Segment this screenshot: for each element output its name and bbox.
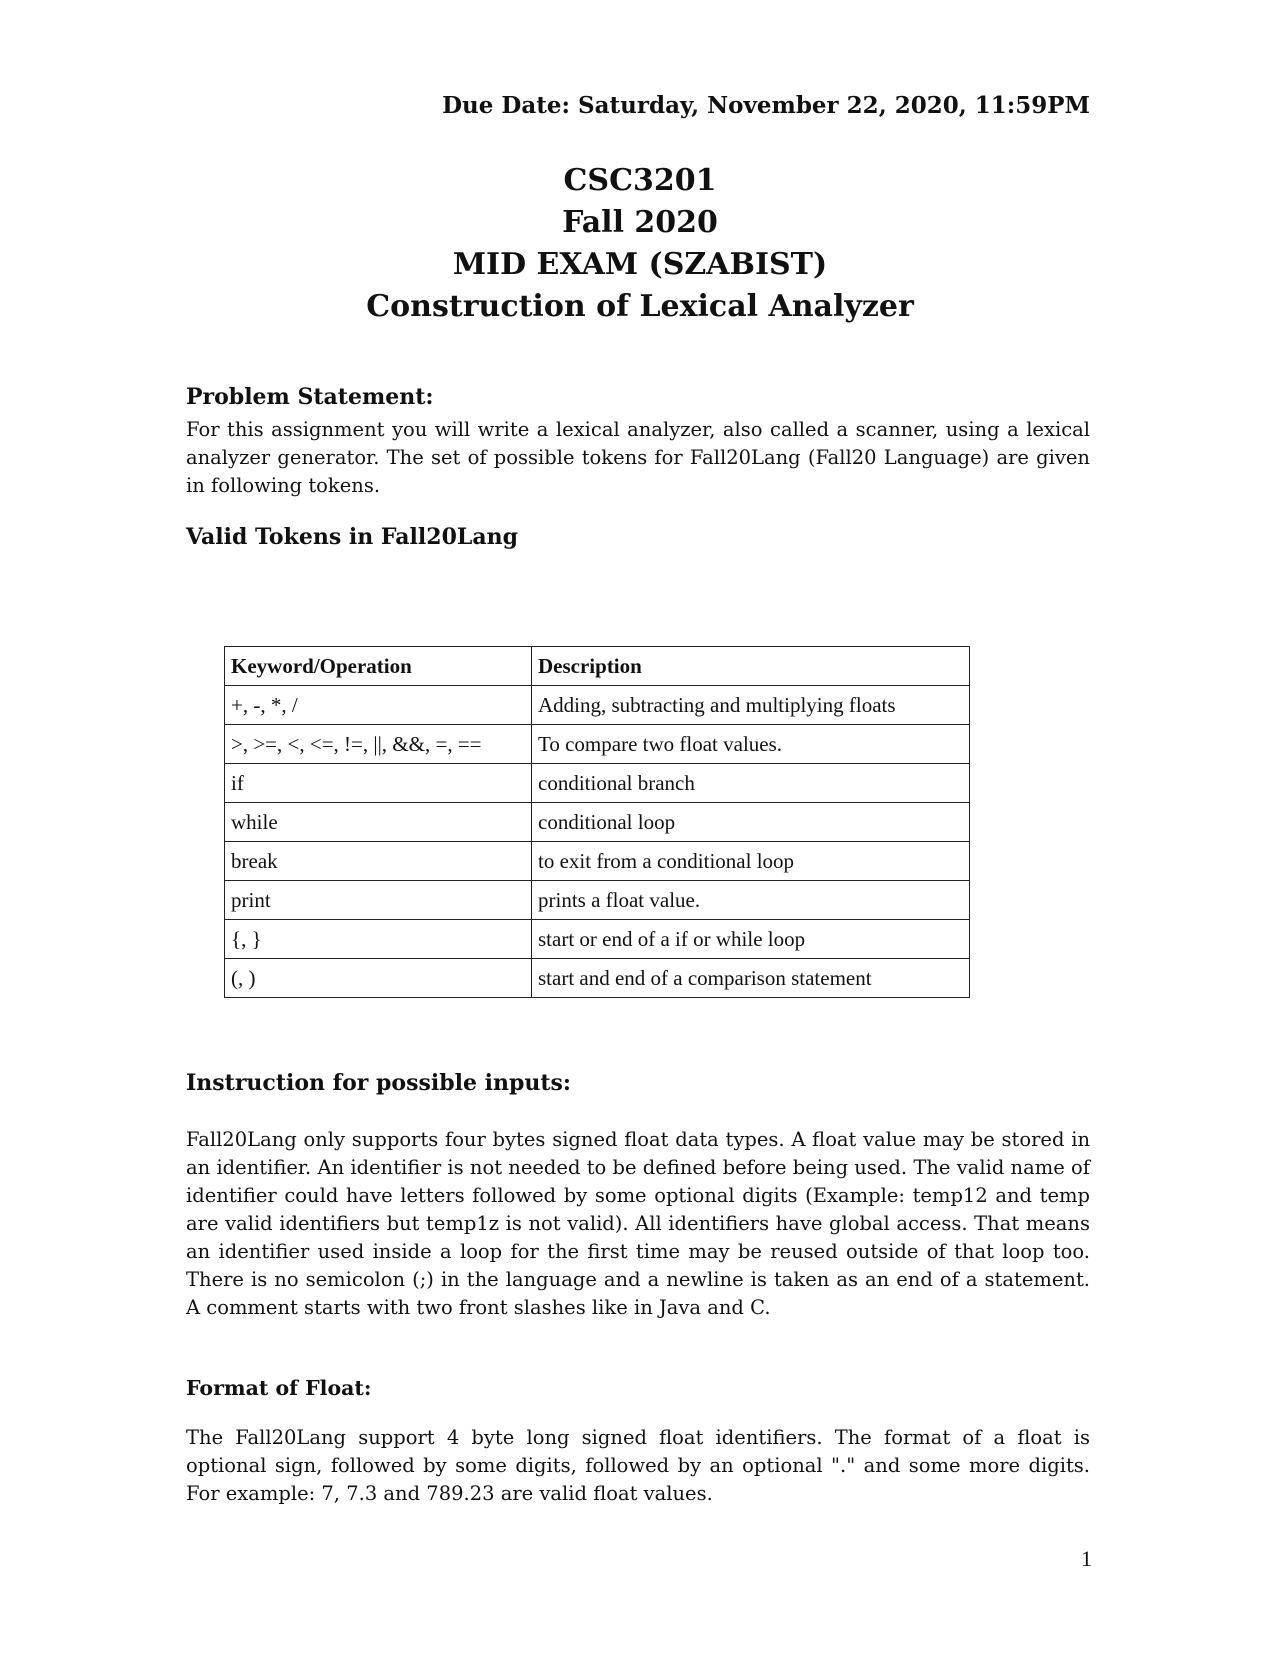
- keyword-cell: while: [225, 803, 532, 842]
- keyword-cell: if: [225, 764, 532, 803]
- description-cell: start or end of a if or while loop: [532, 920, 970, 959]
- keyword-cell: >, >=, <, <=, !=, ||, &&, =, ==: [225, 725, 532, 764]
- description-cell: prints a float value.: [532, 881, 970, 920]
- keyword-cell: {, }: [225, 920, 532, 959]
- title-block: [280, 160, 1000, 328]
- table-row: [225, 686, 970, 725]
- table-row: [225, 725, 970, 764]
- description-cell: start and end of a comparison statement: [532, 959, 970, 998]
- keyword-cell: (, ): [225, 959, 532, 998]
- description-cell: To compare two float values.: [532, 725, 970, 764]
- description-cell: conditional loop: [532, 803, 970, 842]
- description-cell: conditional branch: [532, 764, 970, 803]
- float-format-text: The Fall20Lang support 4 byte long signed float identifiers. The format of a float is optional sign, followed by some digits, followed by an optional "." and some more digits. For example: 7, 7.3 and 789.23 are valid float values.: [186, 1426, 1090, 1505]
- term: Fall 2020: [562, 205, 718, 240]
- description-cell: to exit from a conditional loop: [532, 842, 970, 881]
- keyword-cell: break: [225, 842, 532, 881]
- problem-heading: Problem Statement:: [186, 384, 434, 410]
- table-row: [225, 803, 970, 842]
- exam-title: MID EXAM (SZABIST): [452, 247, 828, 282]
- table-row: [225, 881, 970, 920]
- inputs-heading: Instruction for possible inputs:: [186, 1070, 572, 1096]
- tokens-table: [224, 646, 970, 998]
- table-row: [225, 842, 970, 881]
- table-row: [225, 764, 970, 803]
- description-cell: Adding, subtracting and multiplying floats: [532, 686, 970, 725]
- due-date: Due Date: Saturday, November 22, 2020, 11:59PM: [442, 92, 1090, 119]
- problem-text: For this assignment you will write a lexical analyzer, also called a scanner, using a lexical analyzer generator. The set of possible tokens for Fall20Lang (Fall20 Language) are given in following tokens.: [186, 418, 1090, 497]
- table-row: [225, 920, 970, 959]
- float-format-heading: Format of Float:: [186, 1376, 372, 1400]
- table-header-row: [225, 647, 970, 686]
- keyword-cell: print: [225, 881, 532, 920]
- subject-title: Construction of Lexical Analyzer: [366, 289, 914, 324]
- page-number: 1: [1081, 1546, 1092, 1571]
- header-keyword: Keyword/Operation: [225, 647, 532, 686]
- inputs-text: Fall20Lang only supports four bytes signed float data types. A float value may be stored in an identifier. An identifier is not needed to be defined before being used. The valid name of identifier could have letters followed by some optional digits (Example: temp12 and temp are valid identifiers but temp1z is not valid). All identifiers have global access. That means an identifier used inside a loop for the first time may be reused outside of that loop too. There is no semicolon (;) in the language and a newline is taken as an end of a statement. A comment starts with two front slashes like in Java and C.: [186, 1128, 1090, 1319]
- table-row: [225, 959, 970, 998]
- course-code: CSC3201: [563, 163, 717, 198]
- header-description: Description: [532, 647, 970, 686]
- keyword-cell: +, -, *, /: [225, 686, 532, 725]
- tokens-heading: Valid Tokens in Fall20Lang: [186, 524, 518, 550]
